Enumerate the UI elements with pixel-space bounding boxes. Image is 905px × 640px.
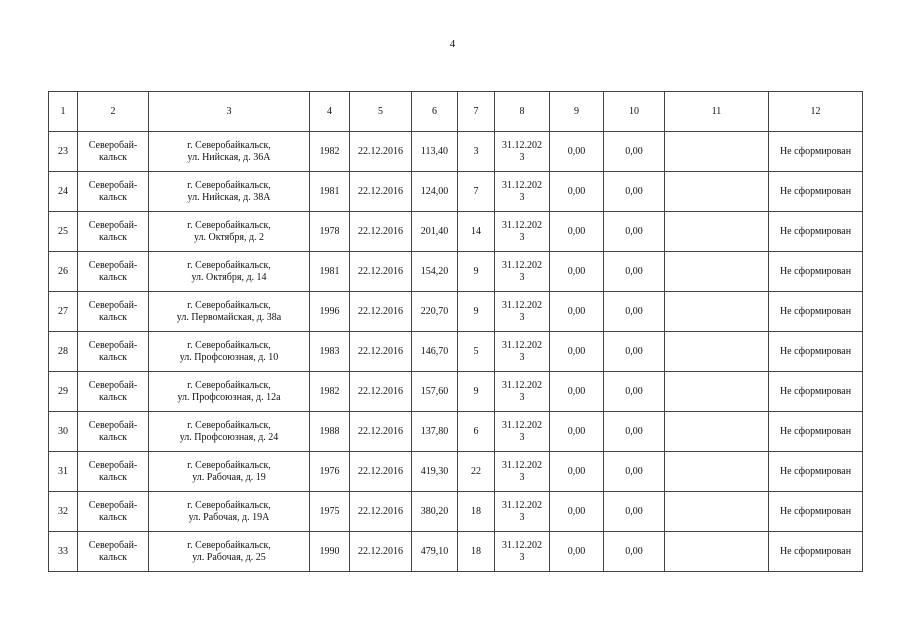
row-number: 27 (49, 292, 78, 332)
value-cell-9: 0,00 (550, 292, 604, 332)
status-cell: Не сформирован (769, 332, 863, 372)
value-cell-10: 0,00 (604, 332, 665, 372)
area-cell: 479,10 (412, 532, 458, 572)
value-cell-11 (665, 372, 769, 412)
address-cell: г. Северобайкальск, ул. Октября, д. 2 (149, 212, 310, 252)
column-header: 4 (310, 92, 350, 132)
housing-registry-table (48, 91, 863, 572)
row-number: 26 (49, 252, 78, 292)
status-cell: Не сформирован (769, 532, 863, 572)
table-row (49, 532, 863, 572)
row-number: 29 (49, 372, 78, 412)
municipality-cell: Северобай- кальск (78, 372, 149, 412)
deadline-cell: 31.12.202 3 (495, 452, 550, 492)
address-cell: г. Северобайкальск, ул. Рабочая, д. 25 (149, 532, 310, 572)
municipality-cell: Северобай- кальск (78, 252, 149, 292)
value-cell-11 (665, 252, 769, 292)
column-header: 5 (350, 92, 412, 132)
residents-cell: 3 (458, 132, 495, 172)
deadline-cell: 31.12.202 3 (495, 292, 550, 332)
status-cell: Не сформирован (769, 212, 863, 252)
year-cell: 1975 (310, 492, 350, 532)
area-cell: 201,40 (412, 212, 458, 252)
address-cell: г. Северобайкальск, ул. Профсоюзная, д. 12а (149, 372, 310, 412)
address-cell: г. Северобайкальск, ул. Нийская, д. 36А (149, 132, 310, 172)
deadline-cell: 31.12.202 3 (495, 332, 550, 372)
row-number: 32 (49, 492, 78, 532)
value-cell-10: 0,00 (604, 172, 665, 212)
column-header: 7 (458, 92, 495, 132)
value-cell-11 (665, 132, 769, 172)
year-cell: 1981 (310, 172, 350, 212)
column-header: 11 (665, 92, 769, 132)
row-number: 30 (49, 412, 78, 452)
area-cell: 419,30 (412, 452, 458, 492)
deadline-cell: 31.12.202 3 (495, 372, 550, 412)
value-cell-9: 0,00 (550, 332, 604, 372)
residents-cell: 9 (458, 252, 495, 292)
year-cell: 1978 (310, 212, 350, 252)
municipality-cell: Северобай- кальск (78, 452, 149, 492)
value-cell-11 (665, 532, 769, 572)
address-cell: г. Северобайкальск, ул. Рабочая, д. 19А (149, 492, 310, 532)
address-cell: г. Северобайкальск, ул. Первомайская, д. 38а (149, 292, 310, 332)
value-cell-11 (665, 412, 769, 452)
address-cell: г. Северобайкальск, ул. Профсоюзная, д. 24 (149, 412, 310, 452)
value-cell-11 (665, 452, 769, 492)
value-cell-10: 0,00 (604, 412, 665, 452)
column-header: 8 (495, 92, 550, 132)
address-cell: г. Северобайкальск, ул. Рабочая, д. 19 (149, 452, 310, 492)
area-cell: 380,20 (412, 492, 458, 532)
area-cell: 113,40 (412, 132, 458, 172)
value-cell-10: 0,00 (604, 452, 665, 492)
status-cell: Не сформирован (769, 452, 863, 492)
area-cell: 157,60 (412, 372, 458, 412)
municipality-cell: Северобай- кальск (78, 132, 149, 172)
value-cell-9: 0,00 (550, 132, 604, 172)
row-number: 25 (49, 212, 78, 252)
row-number: 28 (49, 332, 78, 372)
residents-cell: 5 (458, 332, 495, 372)
value-cell-10: 0,00 (604, 252, 665, 292)
table-row (49, 292, 863, 332)
year-cell: 1981 (310, 252, 350, 292)
address-cell: г. Северобайкальск, ул. Нийская, д. 38А (149, 172, 310, 212)
table-row (49, 492, 863, 532)
value-cell-10: 0,00 (604, 372, 665, 412)
year-cell: 1982 (310, 372, 350, 412)
year-cell: 1988 (310, 412, 350, 452)
column-header: 1 (49, 92, 78, 132)
year-cell: 1983 (310, 332, 350, 372)
residents-cell: 18 (458, 532, 495, 572)
status-cell: Не сформирован (769, 132, 863, 172)
column-header: 10 (604, 92, 665, 132)
status-cell: Не сформирован (769, 292, 863, 332)
table-row (49, 452, 863, 492)
value-cell-11 (665, 172, 769, 212)
table-row (49, 412, 863, 452)
status-cell: Не сформирован (769, 412, 863, 452)
value-cell-11 (665, 492, 769, 532)
municipality-cell: Северобай- кальск (78, 412, 149, 452)
value-cell-9: 0,00 (550, 252, 604, 292)
residents-cell: 22 (458, 452, 495, 492)
area-cell: 220,70 (412, 292, 458, 332)
year-cell: 1982 (310, 132, 350, 172)
value-cell-10: 0,00 (604, 212, 665, 252)
date-cell: 22.12.2016 (350, 492, 412, 532)
date-cell: 22.12.2016 (350, 372, 412, 412)
date-cell: 22.12.2016 (350, 452, 412, 492)
column-header: 3 (149, 92, 310, 132)
residents-cell: 14 (458, 212, 495, 252)
row-number: 24 (49, 172, 78, 212)
area-cell: 124,00 (412, 172, 458, 212)
date-cell: 22.12.2016 (350, 172, 412, 212)
column-header: 2 (78, 92, 149, 132)
year-cell: 1990 (310, 532, 350, 572)
table-row (49, 372, 863, 412)
value-cell-11 (665, 292, 769, 332)
municipality-cell: Северобай- кальск (78, 172, 149, 212)
value-cell-9: 0,00 (550, 492, 604, 532)
value-cell-10: 0,00 (604, 492, 665, 532)
value-cell-11 (665, 212, 769, 252)
header-row (49, 92, 863, 132)
municipality-cell: Северобай- кальск (78, 212, 149, 252)
status-cell: Не сформирован (769, 492, 863, 532)
deadline-cell: 31.12.202 3 (495, 212, 550, 252)
column-header: 6 (412, 92, 458, 132)
table-row (49, 252, 863, 292)
value-cell-11 (665, 332, 769, 372)
date-cell: 22.12.2016 (350, 132, 412, 172)
status-cell: Не сформирован (769, 252, 863, 292)
municipality-cell: Северобай- кальск (78, 532, 149, 572)
residents-cell: 9 (458, 372, 495, 412)
row-number: 31 (49, 452, 78, 492)
residents-cell: 9 (458, 292, 495, 332)
municipality-cell: Северобай- кальск (78, 332, 149, 372)
deadline-cell: 31.12.202 3 (495, 412, 550, 452)
area-cell: 146,70 (412, 332, 458, 372)
table-row (49, 172, 863, 212)
date-cell: 22.12.2016 (350, 292, 412, 332)
row-number: 23 (49, 132, 78, 172)
status-cell: Не сформирован (769, 372, 863, 412)
address-cell: г. Северобайкальск, ул. Октября, д. 14 (149, 252, 310, 292)
value-cell-10: 0,00 (604, 292, 665, 332)
deadline-cell: 31.12.202 3 (495, 132, 550, 172)
deadline-cell: 31.12.202 3 (495, 252, 550, 292)
year-cell: 1976 (310, 452, 350, 492)
residents-cell: 6 (458, 412, 495, 452)
year-cell: 1996 (310, 292, 350, 332)
column-header: 9 (550, 92, 604, 132)
value-cell-10: 0,00 (604, 532, 665, 572)
table-row (49, 212, 863, 252)
residents-cell: 7 (458, 172, 495, 212)
table-row (49, 132, 863, 172)
deadline-cell: 31.12.202 3 (495, 532, 550, 572)
column-header: 12 (769, 92, 863, 132)
value-cell-9: 0,00 (550, 212, 604, 252)
row-number: 33 (49, 532, 78, 572)
date-cell: 22.12.2016 (350, 412, 412, 452)
deadline-cell: 31.12.202 3 (495, 172, 550, 212)
date-cell: 22.12.2016 (350, 532, 412, 572)
date-cell: 22.12.2016 (350, 212, 412, 252)
municipality-cell: Северобай- кальск (78, 492, 149, 532)
status-cell: Не сформирован (769, 172, 863, 212)
address-cell: г. Северобайкальск, ул. Профсоюзная, д. 10 (149, 332, 310, 372)
residents-cell: 18 (458, 492, 495, 532)
value-cell-9: 0,00 (550, 372, 604, 412)
date-cell: 22.12.2016 (350, 332, 412, 372)
area-cell: 137,80 (412, 412, 458, 452)
municipality-cell: Северобай- кальск (78, 292, 149, 332)
page-number: 4 (449, 38, 456, 50)
value-cell-10: 0,00 (604, 132, 665, 172)
date-cell: 22.12.2016 (350, 252, 412, 292)
value-cell-9: 0,00 (550, 412, 604, 452)
value-cell-9: 0,00 (550, 532, 604, 572)
table-row (49, 332, 863, 372)
deadline-cell: 31.12.202 3 (495, 492, 550, 532)
value-cell-9: 0,00 (550, 172, 604, 212)
value-cell-9: 0,00 (550, 452, 604, 492)
area-cell: 154,20 (412, 252, 458, 292)
